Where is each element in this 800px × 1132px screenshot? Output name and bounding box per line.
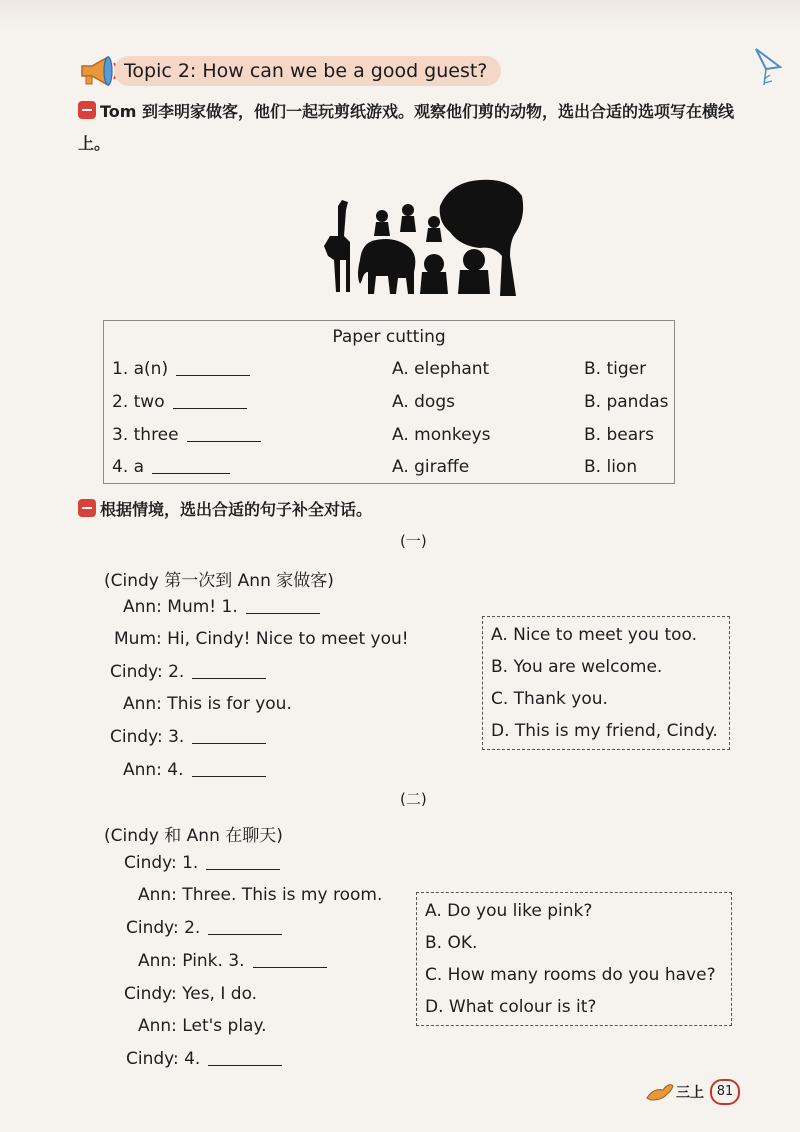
- section-marker-icon: [78, 101, 96, 119]
- table-title: Paper cutting: [332, 327, 446, 347]
- part2-instruction-block: [78, 494, 748, 526]
- section-marker-icon: [78, 499, 96, 517]
- dialog2-label: (二): [400, 790, 427, 808]
- dialog1-options-box: [482, 616, 730, 750]
- option-a: A. giraffe: [392, 457, 470, 477]
- dialog1-label: (一): [400, 532, 427, 550]
- dialog1-line-6: Ann: 4.: [123, 760, 266, 780]
- dialog2-line-6: Ann: Let's play.: [138, 1016, 267, 1036]
- dialog2-blank-1[interactable]: [206, 853, 280, 870]
- page-top-edge: [0, 0, 800, 34]
- question-text: 2. two: [112, 392, 165, 412]
- question-text: 3. three: [112, 425, 179, 445]
- dialog2-option-b: B. OK.: [425, 933, 478, 953]
- option-a: A. monkeys: [392, 425, 491, 445]
- dialog2-context: (Cindy 和 Ann 在聊天): [104, 826, 283, 846]
- option-b: B. tiger: [584, 359, 647, 379]
- option-b: B. bears: [584, 425, 654, 445]
- grade-label: 三上: [676, 1085, 704, 1101]
- squirrel-icon: [645, 1078, 675, 1104]
- dialog2-line-3: Cindy: 2.: [126, 918, 282, 938]
- dialog2-blank-4[interactable]: [208, 1049, 282, 1066]
- topic-title: Topic 2: How can we be a good guest?: [114, 56, 501, 86]
- topic-header: [78, 52, 501, 90]
- dialog2-blank-2[interactable]: [208, 918, 282, 935]
- dialog2-line-2: Ann: Three. This is my room.: [138, 885, 383, 905]
- dialog2-line-7: Cindy: 4.: [126, 1049, 282, 1069]
- dialog1-line-5: Cindy: 3.: [110, 727, 266, 747]
- dialog1-option-d: D. This is my friend, Cindy.: [491, 721, 718, 741]
- dialog2-blank-3[interactable]: [253, 951, 327, 968]
- dialog1-line-3: Cindy: 2.: [110, 662, 266, 682]
- option-b: B. pandas: [584, 392, 669, 412]
- answer-blank-4[interactable]: [152, 457, 230, 474]
- option-b: B. lion: [584, 457, 638, 477]
- dialog2-line-4: Ann: Pink. 3.: [138, 951, 327, 971]
- answer-blank-2[interactable]: [173, 392, 247, 409]
- dialog1-blank-2[interactable]: [192, 662, 266, 679]
- table-row: [104, 392, 674, 422]
- table-row: [104, 457, 674, 487]
- dialog1-option-b: B. You are welcome.: [491, 657, 663, 677]
- dialog2-line-1: Cindy: 1.: [124, 853, 280, 873]
- answer-blank-1[interactable]: [176, 359, 250, 376]
- answer-blank-3[interactable]: [187, 425, 261, 442]
- table-row: [104, 425, 674, 455]
- dialog1-blank-3[interactable]: [192, 727, 266, 744]
- option-a: A. dogs: [392, 392, 455, 412]
- dialog2-line-5: Cindy: Yes, I do.: [124, 984, 258, 1004]
- question-text: 1. a(n): [112, 359, 169, 379]
- paper-cutting-table: [103, 320, 675, 484]
- part1-instruction-block: [78, 96, 748, 160]
- dialog1-line-2: Mum: Hi, Cindy! Nice to meet you!: [114, 629, 409, 649]
- option-a: A. elephant: [392, 359, 490, 379]
- paper-cutting-silhouette: [310, 176, 526, 298]
- dialog1-context: (Cindy 第一次到 Ann 家做客): [104, 571, 334, 591]
- dialog1-option-a: A. Nice to meet you too.: [491, 625, 698, 645]
- dialog1-blank-1[interactable]: [246, 597, 320, 614]
- dialog1-option-c: C. Thank you.: [491, 689, 608, 709]
- table-row: [104, 359, 674, 389]
- dialog2-option-d: D. What colour is it?: [425, 997, 597, 1017]
- dialog2-options-box: [416, 892, 732, 1026]
- dialog1-line-4: Ann: This is for you.: [123, 694, 292, 714]
- kite-logo-icon: [752, 45, 784, 91]
- dialog1-blank-4[interactable]: [192, 760, 266, 777]
- question-text: 4. a: [112, 457, 145, 477]
- dialog2-option-c: C. How many rooms do you have?: [425, 965, 716, 985]
- part2-instruction: 根据情境，选出合适的句子补全对话。: [100, 500, 373, 519]
- part1-instruction: Tom 到李明家做客，他们一起玩剪纸游戏。观察他们剪的动物，选出合适的选项写在横线上。: [78, 102, 735, 153]
- page-number: 81: [710, 1079, 740, 1105]
- dialog1-line-1: Ann: Mum! 1.: [123, 597, 320, 617]
- dialog2-option-a: A. Do you like pink?: [425, 901, 593, 921]
